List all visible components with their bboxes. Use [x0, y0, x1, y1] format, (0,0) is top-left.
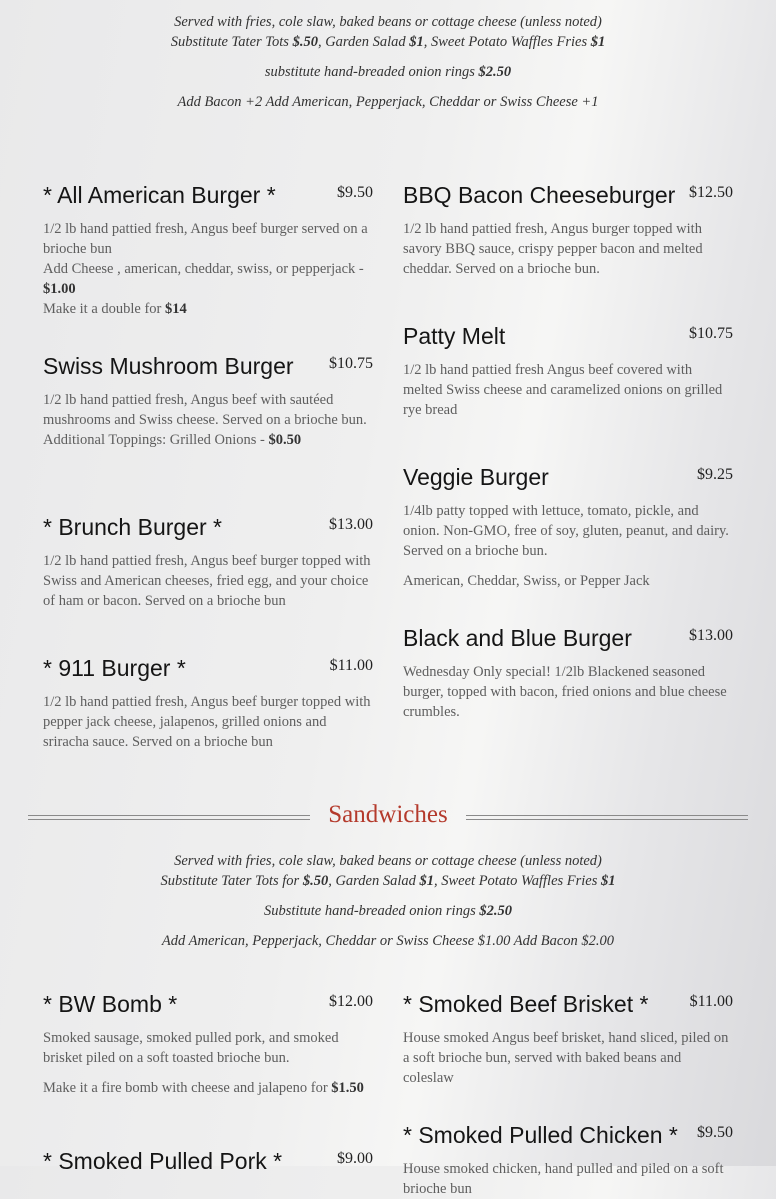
note-text: Wednesday Only special! 1/2lb Blackened seasoned burger, topped with bacon, fried onions and blue cheese crumbles. — [403, 664, 727, 720]
note-text: 1/4lb patty topped with lettuce, tomato, pickle, and onion. Non-GMO, free of soy, gluten, peanut, and dairy. Served on a brioche bun. — [403, 503, 729, 559]
note-text: 1/2 lb hand pattied fresh, Angus burger topped with savory BBQ sauce, crispy pepper bacon and melted cheddar. Served on a brioche bun. — [403, 221, 703, 277]
item-header — [403, 463, 733, 491]
item-name: * All American Burger * — [43, 182, 276, 208]
item-name: * BW Bomb * — [43, 991, 178, 1017]
item-price: $9.50 — [337, 184, 373, 201]
section-title-sandwiches: Sandwiches — [328, 801, 448, 828]
item-description — [403, 219, 733, 279]
item-description — [403, 662, 733, 722]
item-description — [43, 692, 373, 752]
description-line — [403, 360, 733, 420]
sandwiches-substitute-note — [0, 871, 776, 891]
price-highlight: $.50 — [302, 873, 329, 889]
item-header — [403, 624, 733, 652]
item-price: $11.00 — [329, 657, 373, 674]
description-line — [43, 390, 373, 430]
item-header — [43, 352, 373, 380]
item-price: $11.00 — [689, 993, 733, 1010]
description-line — [403, 571, 733, 591]
price-highlight: $1.00 — [43, 281, 76, 297]
price-highlight: $1 — [419, 873, 434, 889]
item-price: $9.25 — [697, 466, 733, 483]
menu-item — [403, 463, 733, 591]
item-header — [43, 181, 373, 209]
note-text: 1/2 lb hand pattied fresh, Angus beef with sautéed mushrooms and Swiss cheese. Served on a brioche bun. — [43, 392, 367, 428]
item-description — [43, 1028, 373, 1098]
item-name: * Brunch Burger * — [43, 514, 222, 540]
note-text: 1/2 lb hand pattied fresh, Angus beef burger topped with pepper jack cheese, jalapenos, grilled onions and sriracha sauce. Served on a brioche bun — [43, 694, 371, 750]
price-highlight: $.50 — [292, 34, 318, 50]
burgers-served-with-note: Served with fries, cole slaw, baked beans or cottage cheese (unless noted) — [174, 14, 602, 30]
note-text: Make it a fire bomb with cheese and jalapeno for — [43, 1080, 332, 1096]
item-name: Black and Blue Burger — [403, 625, 632, 651]
note-text: House smoked Angus beef brisket, hand sliced, piled on a soft brioche bun, served with baked beans and coleslaw — [403, 1030, 729, 1086]
menu-item — [43, 990, 373, 1098]
description-line — [43, 692, 373, 752]
description-line — [43, 1078, 373, 1098]
item-price: $9.00 — [337, 1150, 373, 1167]
item-header — [43, 513, 373, 541]
item-name: Swiss Mushroom Burger — [43, 353, 294, 379]
menu-item — [43, 513, 373, 611]
description-line — [43, 551, 373, 611]
price-highlight: $1 — [409, 34, 424, 50]
item-description — [403, 360, 733, 420]
menu-item — [403, 624, 733, 722]
item-name: * Smoked Pulled Pork * — [43, 1148, 283, 1174]
burgers-add-ons-note: Add Bacon +2 Add American, Pepperjack, Cheddar or Swiss Cheese +1 — [177, 94, 599, 110]
menu-item — [403, 322, 733, 420]
description-line — [43, 259, 373, 299]
item-name: BBQ Bacon Cheeseburger — [403, 182, 676, 208]
note-text: Make it a double for — [43, 301, 166, 317]
item-description — [403, 1028, 733, 1088]
menu-item — [43, 352, 373, 450]
note-text: 1/2 lb hand pattied fresh Angus beef covered with melted Swiss cheese and caramelized onions on grilled rye bread — [403, 362, 723, 418]
item-price: $10.75 — [329, 355, 373, 372]
item-header — [43, 654, 373, 682]
note-text: Add Cheese , american, cheddar, swiss, or pepperjack - — [43, 261, 364, 277]
price-highlight: $2.50 — [479, 903, 512, 919]
note-text: , Sweet Potato Waffles Fries — [423, 34, 591, 50]
item-description — [403, 1159, 733, 1199]
menu-item — [403, 990, 733, 1088]
note-text: Substitute hand-breaded onion rings — [264, 903, 480, 919]
item-price: $9.50 — [697, 1124, 733, 1141]
burgers-substitute-note — [0, 32, 776, 52]
description-line — [403, 1028, 733, 1088]
note-text: , Garden Salad — [317, 34, 410, 50]
note-text: House smoked chicken, hand pulled and piled on a soft brioche bun — [403, 1161, 724, 1197]
description-line — [43, 299, 373, 319]
item-description — [43, 551, 373, 611]
price-highlight: $0.50 — [268, 432, 302, 448]
description-line — [43, 430, 373, 450]
menu-item — [43, 654, 373, 752]
item-header — [403, 181, 733, 209]
note-text: Smoked sausage, smoked pulled pork, and smoked brisket piled on a soft toasted brioche bun. — [43, 1030, 339, 1066]
note-text: 1/2 lb hand pattied fresh, Angus beef burger served on a brioche bun — [43, 221, 368, 257]
description-line — [403, 501, 733, 561]
item-description — [43, 219, 373, 319]
note-text: Additional Toppings: Grilled Onions - — [43, 432, 269, 448]
price-highlight: $1.50 — [331, 1080, 364, 1096]
menu-item — [403, 1121, 733, 1199]
description-line — [43, 1028, 373, 1068]
item-header — [403, 1121, 733, 1149]
sandwiches-add-ons-note: Add American, Pepperjack, Cheddar or Swiss Cheese $1.00 Add Bacon $2.00 — [161, 933, 615, 949]
note-text: , Garden Salad — [328, 873, 420, 889]
note-text: Substitute Tater Tots — [170, 34, 293, 50]
item-header — [403, 322, 733, 350]
sandwiches-onion-rings-note — [0, 901, 776, 921]
item-price: $13.00 — [329, 516, 373, 533]
price-highlight: $1 — [590, 34, 606, 50]
menu-item — [43, 181, 373, 319]
item-price: $12.50 — [689, 184, 733, 201]
item-name: * Smoked Beef Brisket * — [403, 991, 649, 1017]
item-price: $10.75 — [689, 325, 733, 342]
description-line — [403, 662, 733, 722]
price-highlight: $2.50 — [478, 64, 512, 80]
item-description — [43, 390, 373, 450]
item-price: $13.00 — [689, 627, 733, 644]
item-name: Veggie Burger — [403, 464, 549, 490]
note-text: 1/2 lb hand pattied fresh, Angus beef burger topped with Swiss and American cheeses, fried egg, and your choice of ham or bacon. Served on a brioche bun — [43, 553, 371, 609]
description-line — [403, 1159, 733, 1199]
item-header — [403, 990, 733, 1018]
sandwiches-served-with-note: Served with fries, cole slaw, baked beans or cottage cheese (unless noted) — [174, 853, 602, 869]
note-text: , Sweet Potato Waffles Fries — [434, 873, 602, 889]
burgers-onion-rings-note — [0, 62, 776, 82]
note-text: Substitute Tater Tots for — [160, 873, 303, 889]
price-highlight: $14 — [165, 301, 187, 317]
item-name: * 911 Burger * — [43, 655, 186, 681]
note-text: American, Cheddar, Swiss, or Pepper Jack — [403, 573, 650, 589]
item-name: * Smoked Pulled Chicken * — [403, 1122, 678, 1148]
description-line — [43, 219, 373, 259]
item-name: Patty Melt — [403, 323, 506, 349]
item-price: $12.00 — [329, 993, 373, 1010]
item-header — [43, 1147, 373, 1175]
menu-item — [43, 1147, 373, 1175]
item-description — [403, 501, 733, 591]
menu-item — [403, 181, 733, 279]
item-header — [43, 990, 373, 1018]
description-line — [403, 219, 733, 279]
price-highlight: $1 — [601, 873, 616, 889]
note-text: substitute hand-breaded onion rings — [264, 64, 479, 80]
